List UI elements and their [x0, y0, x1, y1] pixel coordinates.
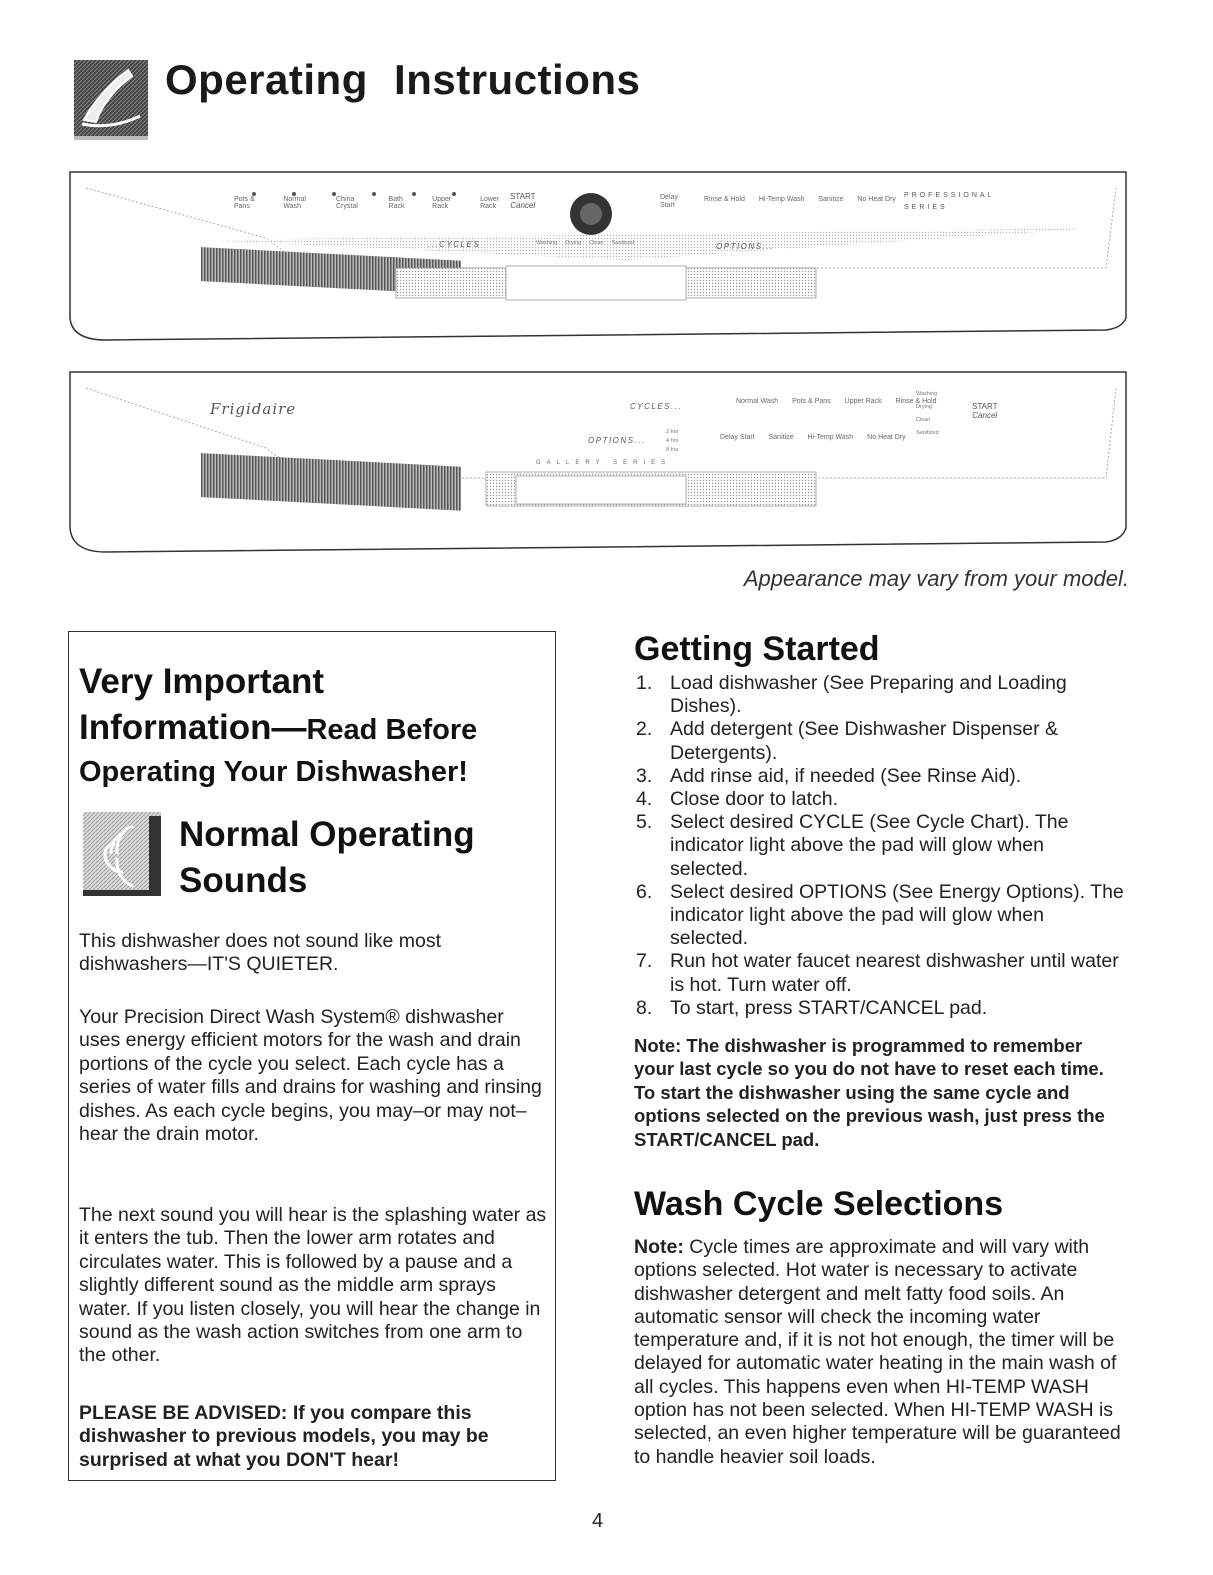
- series-label: GALLERY SERIES: [536, 460, 672, 466]
- delay-hours: 2 hrs 4 hrs 8 hrs: [666, 429, 679, 453]
- option-button-hi-temp-wash[interactable]: Hi-Temp Wash: [807, 434, 854, 441]
- cycle-button-china-crystal[interactable]: China Crystal: [336, 196, 358, 210]
- options-label: OPTIONS...: [716, 242, 774, 251]
- cycle-button-upper-rack[interactable]: Upper Rack: [432, 196, 452, 210]
- cycles-label: CYCLES...: [630, 402, 683, 411]
- getting-started-note: Note: The dishwasher is programmed to remember your last cycle so you do not have to reset each time. To start the dishwasher using the same cycle and options selected on the previous wash, just press the START/CANCEL pad.: [634, 1035, 1105, 1150]
- box-title-line-1: Very Important: [79, 662, 325, 701]
- control-panel-professional: [66, 168, 1130, 348]
- cycle-button-bath-rack[interactable]: Bath Rack: [388, 196, 405, 210]
- cycle-button-normal-wash[interactable]: Normal Wash: [736, 398, 779, 405]
- step-item: 2. Add detergent (See Dishwasher Dispenser & Detergents).: [636, 718, 1059, 764]
- cycle-button-lower-rack[interactable]: Lower Rack: [480, 196, 500, 210]
- brand-label: PROFESSIONAL SERIES: [904, 192, 995, 211]
- getting-started-steps: [634, 672, 1124, 1020]
- cycle-button-pots-pans[interactable]: Pots & Pans: [792, 398, 831, 405]
- option-button-rinse-hold[interactable]: Rinse & Hold: [704, 196, 745, 203]
- option-button-labels: [720, 434, 906, 441]
- delay-start-button[interactable]: Delay Start: [660, 194, 678, 209]
- option-button-sanitize[interactable]: Sanitize: [818, 196, 844, 203]
- status-lights: Washing Drying Clean Sanitized: [536, 240, 635, 246]
- step-item: 3. Add rinse aid, if needed (See Rinse Aid).: [636, 764, 1022, 787]
- frigidaire-logo: Frigidaire: [210, 400, 297, 418]
- box-title-line-2: Information—Read Before: [79, 708, 478, 747]
- normal-sounds-title: Normal Operating Sounds: [179, 815, 475, 900]
- getting-started-title: Getting Started: [634, 630, 880, 668]
- sound-waves-icon: [83, 812, 167, 902]
- cycles-label: ...CYCLES: [428, 240, 481, 249]
- cycle-button-normal-wash[interactable]: Normal Wash: [283, 196, 306, 210]
- box-title-line-3: Operating Your Dishwasher!: [79, 756, 468, 788]
- intro-paragraph: This dishwasher does not sound like most dishwashers—IT'S QUIETER.: [79, 930, 442, 976]
- next-sound-paragraph: The next sound you will hear is the splashing water as it enters the tub. Then the lower arm rotates and circulates water. This is followed by a pause and a slightly different sound as the middle arm sprays water. If you listen closely, you will hear the change in sound as the wash action switches from one arm to the other.: [79, 1204, 547, 1367]
- precision-paragraph: Your Precision Direct Wash System® dishwasher uses energy efficient motors for the wash and drain portions of the cycle you select. Each cycle has a series of water fills and drains for washing and rinsing dishes. As each cycle begins, you may–or may not–hear the drain motor.: [79, 1006, 542, 1146]
- advisory-paragraph: PLEASE BE ADVISED: If you compare this dishwasher to previous models, you may be surprised at what you DON'T hear!: [79, 1402, 489, 1471]
- page-number: 4: [592, 1510, 604, 1532]
- option-button-no-heat-dry[interactable]: No Heat Dry: [857, 196, 896, 203]
- option-button-labels: [704, 196, 896, 203]
- wash-cycle-note: Note: Cycle times are approximate and will vary with options selected. Hot water is necessary to activate dishwasher detergent and melt fatty food soils. An automatic sensor will check the incoming water temperature and, if it is not hot enough, the timer will be delayed for automatic water heating in the main wash of all cycles. This happens even when HI-TEMP WASH option has not been selected. When HI-TEMP WASH is selected, an even higher temperature will be guaranteed to handle heavier soil loads.: [634, 1236, 1121, 1468]
- page-title: Operating Instructions: [165, 56, 641, 103]
- start-cancel-button[interactable]: START Cancel: [972, 402, 998, 420]
- cycle-button-pots-pans[interactable]: Pots & Pans: [234, 196, 255, 210]
- wash-cycle-title: Wash Cycle Selections: [634, 1185, 1004, 1223]
- step-item: 8. To start, press START/CANCEL pad.: [636, 996, 988, 1019]
- step-item: 1. Load dishwasher (See Preparing and Loading Dishes).: [636, 672, 1067, 718]
- option-button-sanitize[interactable]: Sanitize: [768, 434, 794, 441]
- control-panel-gallery: [66, 368, 1130, 560]
- cycle-button-labels: [736, 398, 937, 405]
- step-item: 5. Select desired CYCLE (See Cycle Chart). The indicator light above the pad will glow when selected.: [636, 811, 1069, 880]
- step-item: 7. Run hot water faucet nearest dishwasher until water is hot. Turn water off.: [636, 950, 1119, 996]
- cycle-button-labels: [234, 196, 514, 210]
- option-button-hi-temp-wash[interactable]: Hi-Temp Wash: [758, 196, 805, 203]
- cycle-button-rinse-hold[interactable]: Rinse & Hold: [895, 398, 937, 405]
- appearance-note: Appearance may vary from your model.: [743, 566, 1129, 591]
- cycle-button-upper-rack[interactable]: Upper Rack: [844, 398, 882, 405]
- important-information-box: [68, 631, 556, 1481]
- status-lights: Washing Drying Clean Sanitized: [916, 391, 939, 436]
- step-item: 4. Close door to latch.: [636, 788, 839, 811]
- option-button-delay-start[interactable]: Delay Start: [720, 434, 755, 441]
- step-item: 6. Select desired OPTIONS (See Energy Options). The indicator light above the pad will glow when selected.: [636, 880, 1124, 950]
- option-button-no-heat-dry[interactable]: No Heat Dry: [867, 434, 906, 441]
- dishwasher-page-icon: [74, 60, 148, 142]
- options-label: OPTIONS...: [588, 436, 646, 445]
- start-cancel-button[interactable]: START Cancel: [510, 192, 536, 210]
